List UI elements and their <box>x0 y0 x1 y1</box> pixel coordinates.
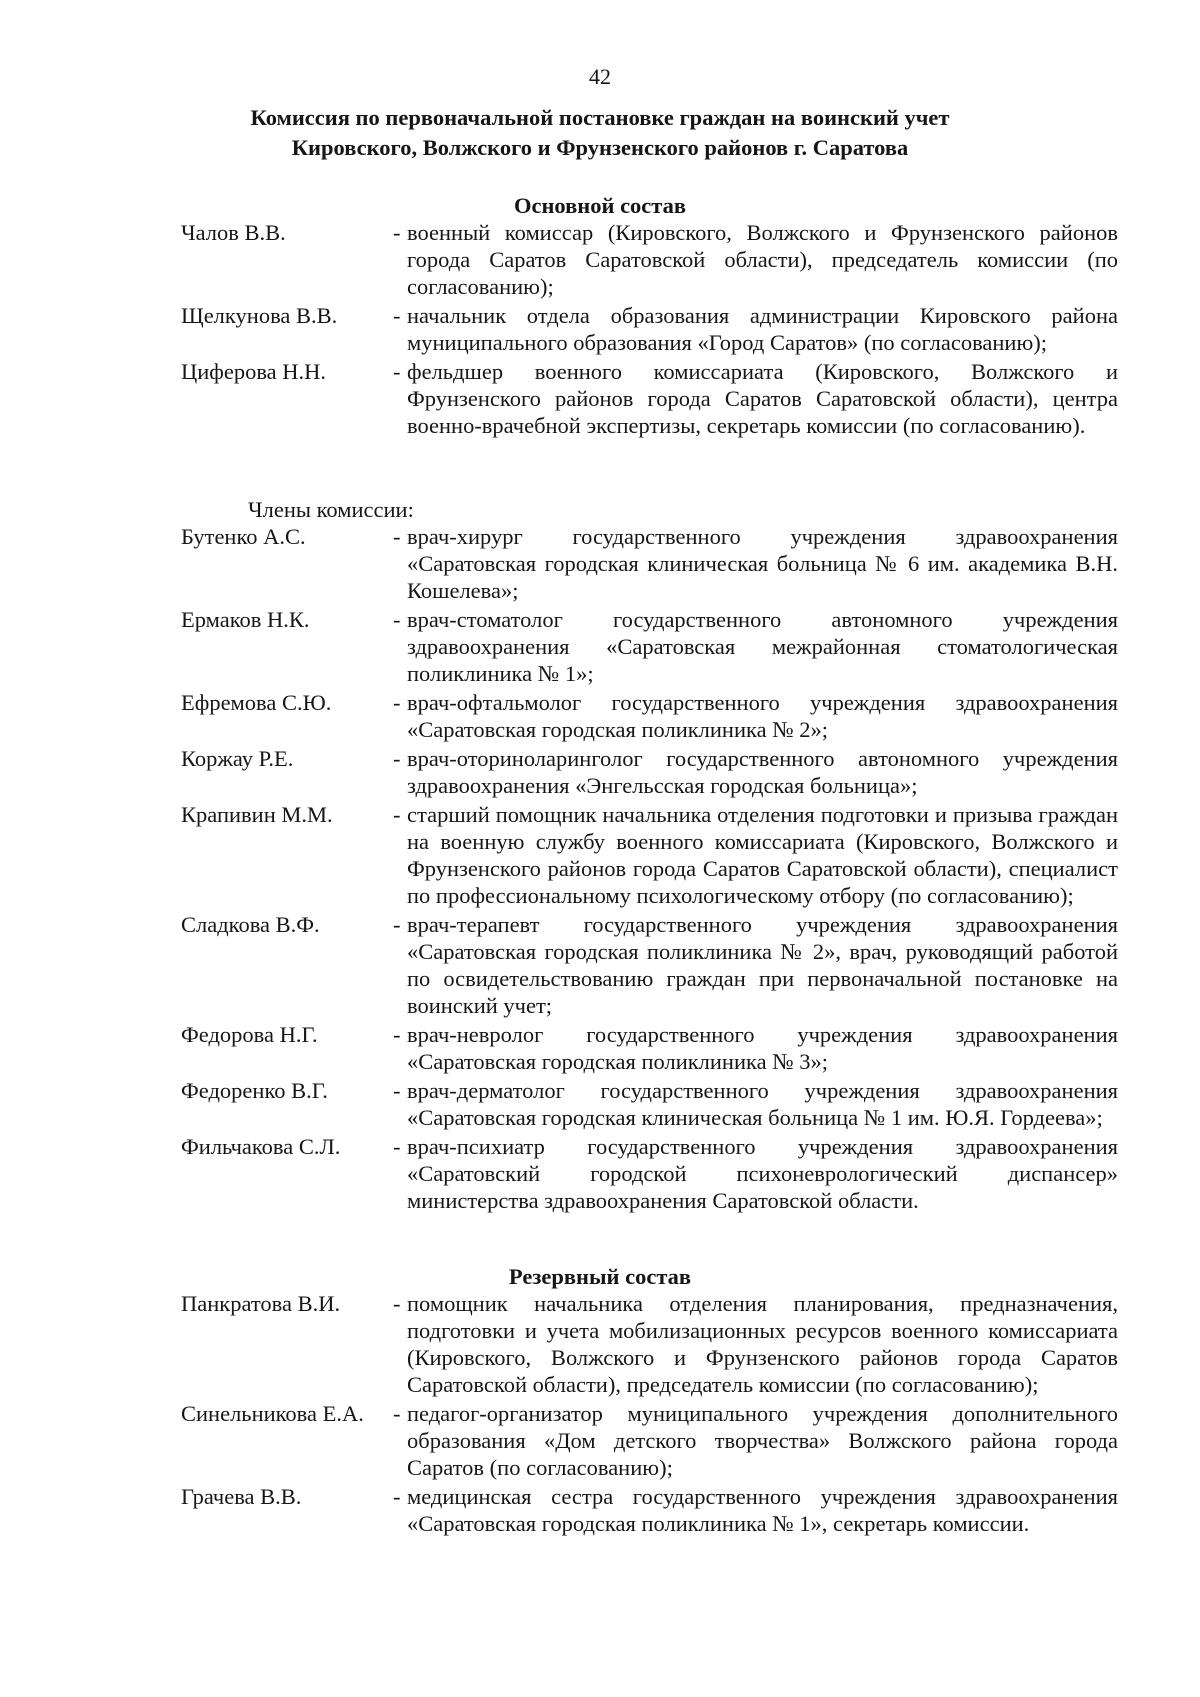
dash-separator: - <box>393 607 401 632</box>
position-description: военный комиссар (Кировского, Волжского и Фрунзенского районов города Саратов Саратовской области), председатель комиссии (по согласованию); <box>407 220 1118 299</box>
main-composition-list <box>181 219 1118 441</box>
list-item <box>181 911 1118 1019</box>
reserve-composition-list <box>181 1290 1118 1539</box>
person-name: Фильчакова С.Л. <box>181 1134 341 1159</box>
person-name: Грачева В.В. <box>181 1484 302 1509</box>
page-number: 42 <box>589 64 611 89</box>
list-item <box>181 801 1118 909</box>
dash-separator: - <box>393 746 401 771</box>
position-description: педагог-организатор муниципального учреждения дополнительного образования «Дом детского творчества» Волжского района города Саратов (по согласованию); <box>407 1401 1118 1480</box>
dash-separator: - <box>393 1078 401 1103</box>
list-item <box>181 689 1118 743</box>
position-description: врач-стоматолог государственного автономного учреждения здравоохранения «Саратовская межрайонная стоматологическая поликлиника № 1»; <box>407 607 1118 686</box>
person-name: Циферова Н.Н. <box>181 359 327 384</box>
dash-separator: - <box>393 1291 401 1316</box>
person-name: Ефремова С.Ю. <box>181 690 332 715</box>
position-description: врач-офтальмолог государственного учреждения здравоохранения «Саратовская городская поликлиника № 2»; <box>407 690 1118 742</box>
person-name: Крапивин М.М. <box>181 802 333 827</box>
position-description: начальник отдела образования администрации Кировского района муниципального образования «Город Саратов» (по согласованию); <box>407 303 1118 355</box>
list-item <box>181 1021 1118 1075</box>
list-item <box>181 219 1118 300</box>
person-name: Щелкунова В.В. <box>181 303 338 328</box>
members-label: Члены комиссии: <box>248 497 414 522</box>
list-item <box>181 358 1118 439</box>
reserve-composition-heading: Резервный состав <box>508 1264 692 1289</box>
list-item <box>181 1077 1118 1131</box>
position-description: помощник начальника отделения планирования, предназначения, подготовки и учета мобилизационных ресурсов военного комиссариата (Кировского, Волжского и Фрунзенского районов города Саратов Саратовской области), председатель комиссии (по согласованию); <box>407 1291 1118 1397</box>
list-item <box>181 1133 1118 1214</box>
dash-separator: - <box>393 524 401 549</box>
person-name: Сладкова В.Ф. <box>181 912 320 937</box>
person-name: Синельникова Е.А. <box>181 1401 364 1426</box>
position-description: врач-хирург государственного учреждения здравоохранения «Саратовская городская клиническая больница № 6 им. академика В.Н. Кошелева»; <box>407 524 1118 603</box>
dash-separator: - <box>393 1484 401 1509</box>
document-title <box>0 103 1200 163</box>
position-description: старший помощник начальника отделения подготовки и призыва граждан на военную службу военного комиссариата (Кировского, Волжского и Фрунзенского районов города Саратов Саратовской области), специалист по профессиональному психологическому отбору (по согласованию); <box>407 802 1118 908</box>
list-item <box>181 523 1118 604</box>
position-description: врач-дерматолог государственного учреждения здравоохранения «Саратовская городская клиническая больница № 1 им. Ю.Я. Гордеева»; <box>407 1078 1118 1130</box>
person-name: Бутенко А.С. <box>181 524 306 549</box>
person-name: Ермаков Н.К. <box>181 607 310 632</box>
position-description: фельдшер военного комиссариата (Кировского, Волжского и Фрунзенского районов города Саратов Саратовской области), центра военно-врачебной экспертизы, секретарь комиссии (по согласованию). <box>407 359 1118 438</box>
position-description: врач-психиатр государственного учреждения здравоохранения «Саратовский городской психоневрологический диспансер» министерства здравоохранения Саратовской области. <box>407 1134 1118 1213</box>
person-name: Федорова Н.Г. <box>181 1022 318 1047</box>
list-item <box>181 1290 1118 1398</box>
main-composition-heading: Основной состав <box>513 193 687 218</box>
dash-separator: - <box>393 912 401 937</box>
dash-separator: - <box>393 802 401 827</box>
position-description: врач-невролог государственного учреждения здравоохранения «Саратовская городская поликлиника № 3»; <box>407 1022 1118 1074</box>
list-item <box>181 1400 1118 1481</box>
dash-separator: - <box>393 690 401 715</box>
dash-separator: - <box>393 359 401 384</box>
position-description: врач-терапевт государственного учреждения здравоохранения «Саратовская городская поликлиника № 2», врач, руководящий работой по освидетельствованию граждан при первоначальной постановке на воинский учет; <box>407 912 1118 1018</box>
members-list <box>181 523 1118 1216</box>
dash-separator: - <box>393 303 401 328</box>
dash-separator: - <box>393 1134 401 1159</box>
dash-separator: - <box>393 1401 401 1426</box>
dash-separator: - <box>393 1022 401 1047</box>
dash-separator: - <box>393 220 401 245</box>
person-name: Панкратова В.И. <box>181 1291 341 1316</box>
position-description: врач-оториноларинголог государственного автономного учреждения здравоохранения «Энгельсская городская больница»; <box>407 746 1118 798</box>
position-description: медицинская сестра государственного учреждения здравоохранения «Саратовская городская поликлиника № 1», секретарь комиссии. <box>407 1484 1118 1536</box>
person-name: Чалов В.В. <box>181 220 286 245</box>
list-item <box>181 745 1118 799</box>
person-name: Федоренко В.Г. <box>181 1078 328 1103</box>
list-item <box>181 302 1118 356</box>
title-line-2: Кировского, Волжского и Фрунзенского районов г. Саратова <box>291 135 909 160</box>
list-item <box>181 606 1118 687</box>
person-name: Коржау Р.Е. <box>181 746 294 771</box>
list-item <box>181 1483 1118 1537</box>
title-line-1: Комиссия по первоначальной постановке граждан на воинский учет <box>250 105 950 130</box>
